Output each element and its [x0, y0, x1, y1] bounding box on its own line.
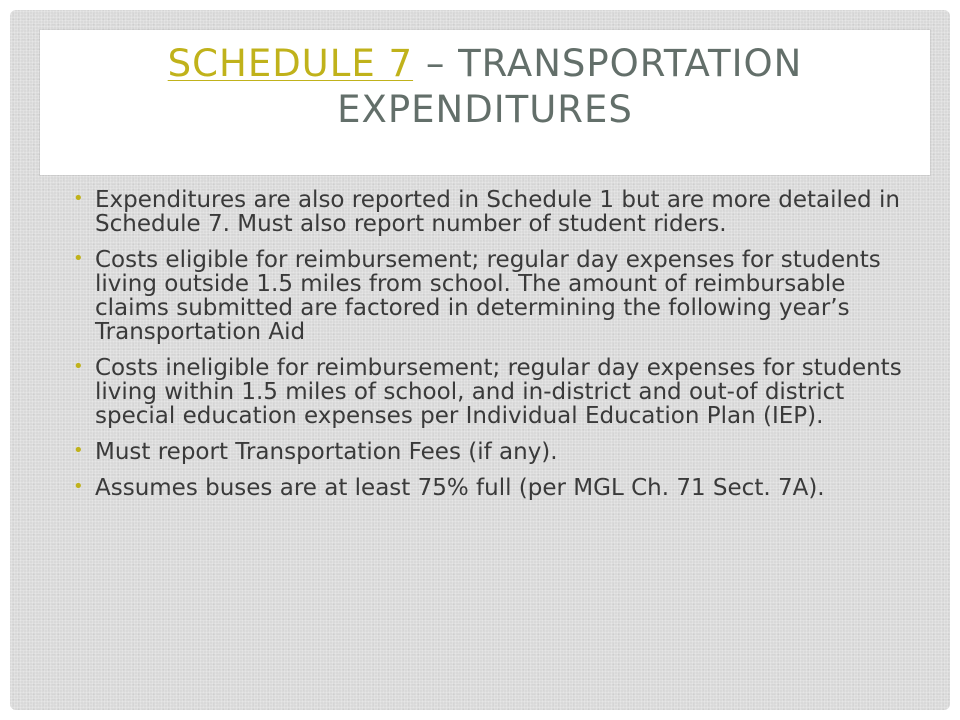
title-box	[40, 30, 930, 175]
bullet-text: Assumes buses are at least 75% full (per MGL Ch. 71 Sect. 7A).	[95, 475, 825, 501]
bullet-icon: •	[73, 476, 84, 497]
bullet-item	[73, 356, 918, 428]
slide	[10, 10, 950, 710]
schedule-7-link[interactable]: SCHEDULE 7	[167, 42, 414, 85]
bullet-text: Expenditures are also reported in Schedule 1 but are more detailed in Schedule 7. Must also report number of student riders.	[95, 187, 900, 237]
slide-title	[40, 30, 930, 133]
bullet-item	[73, 440, 918, 464]
bullet-icon: •	[73, 188, 84, 209]
bullet-item	[73, 476, 918, 500]
bullet-text: Costs ineligible for reimbursement; regular day expenses for students living within 1.5 miles of school, and in-district and out-of district special education expenses per Individual Education Plan (IEP).	[95, 355, 902, 429]
bullet-item	[73, 248, 918, 344]
bullet-text: Must report Transportation Fees (if any).	[95, 439, 558, 465]
bullet-icon: •	[73, 248, 84, 269]
slide-title-text: – TRANSPORTATION EXPENDITURES	[337, 42, 803, 131]
bullet-icon: •	[73, 440, 84, 461]
content-area	[73, 188, 918, 512]
bullet-list	[73, 188, 918, 500]
bullet-text: Costs eligible for reimbursement; regular day expenses for students living outside 1.5 miles from school. The amount of reimbursable claims submitted are factored in determining the following year’s Transportation Aid	[95, 247, 881, 345]
bullet-icon: •	[73, 356, 84, 377]
bullet-item	[73, 188, 918, 236]
